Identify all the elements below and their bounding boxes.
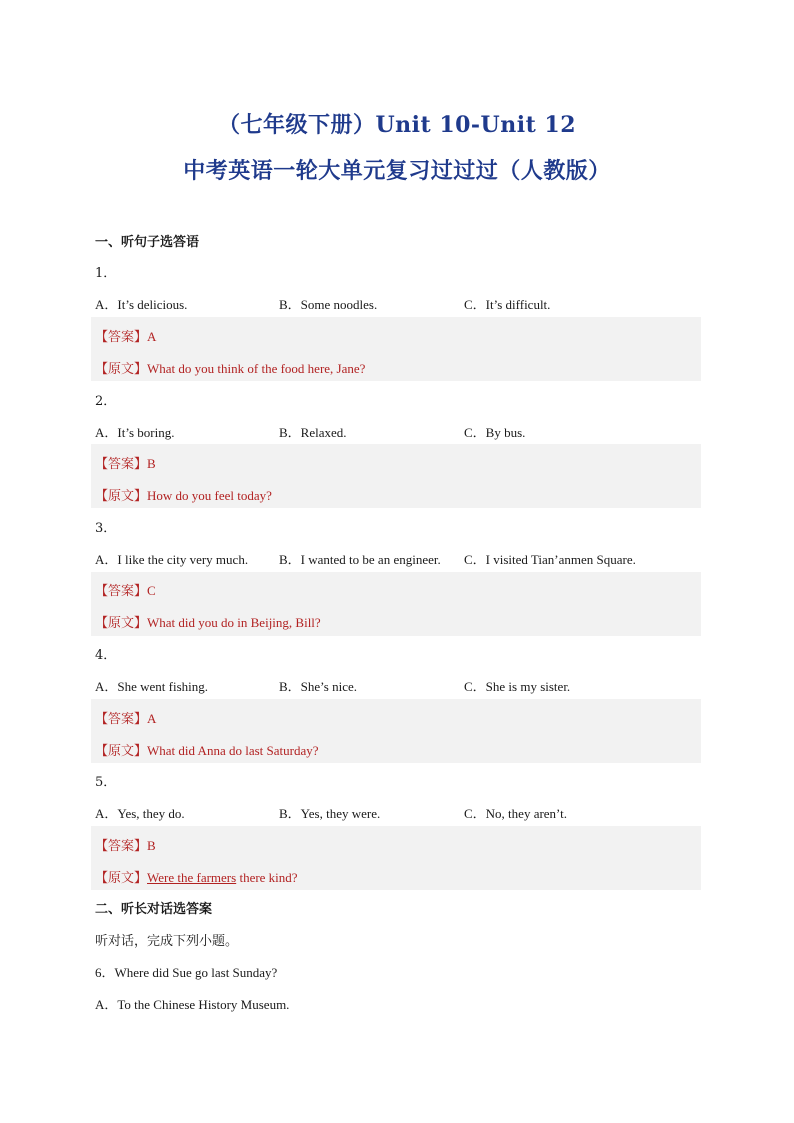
question-4-option-b: B．She’s nice.	[279, 679, 357, 694]
source-text: What do you think of the food here, Jane?	[147, 361, 366, 376]
source-text-rest: there kind?	[236, 870, 298, 885]
question-2-option-b: B．Relaxed.	[279, 425, 347, 440]
answer-tag: 【答案】	[95, 839, 148, 854]
source-tag: 【原文】	[95, 616, 148, 631]
question-3-answer	[95, 580, 156, 599]
question-3-option-b: B．I wanted to be an engineer.	[279, 552, 441, 567]
answer-tag: 【答案】	[95, 712, 148, 727]
question-4-number: 4．	[95, 648, 117, 663]
source-text: What did you do in Beijing, Bill?	[147, 615, 321, 630]
answer-value: B	[147, 456, 156, 471]
question-5-answer	[95, 835, 156, 854]
question-1-answer	[95, 326, 156, 345]
answer-value: A	[147, 329, 157, 344]
question-5-option-c: C．No, they aren’t.	[464, 806, 568, 821]
answer-tag: 【答案】	[95, 457, 148, 472]
question-3-source	[95, 612, 321, 631]
section1-heading: 一、听句子选答语	[95, 235, 200, 250]
question-4-source	[95, 740, 319, 759]
answer-tag: 【答案】	[95, 330, 148, 345]
answer-value: C	[147, 583, 156, 598]
document-title-line2: 中考英语一轮大单元复习过过过（人教版）	[183, 158, 611, 184]
document-title-line1: （七年级下册）Unit 10-Unit 12	[217, 112, 577, 138]
question-5-option-a: A．Yes, they do.	[95, 806, 185, 821]
question-1-option-a: A．It’s delicious.	[95, 297, 188, 312]
source-tag: 【原文】	[95, 871, 148, 886]
question-1-number: 1．	[95, 266, 117, 281]
question-5-option-b: B．Yes, they were.	[279, 806, 381, 821]
question-4-option-a: A．She went fishing.	[95, 679, 209, 694]
question-2-number: 2．	[95, 394, 117, 409]
question-2-option-a: A．It’s boring.	[95, 425, 175, 440]
question-3-option-a: A．I like the city very much.	[95, 552, 249, 567]
question-6-option-a: A．To the Chinese History Museum.	[95, 997, 290, 1012]
question-3-number: 3．	[95, 521, 117, 536]
question-6-text: 6．Where did Sue go last Sunday?	[95, 965, 278, 980]
question-1-option-c: C．It’s difficult.	[464, 297, 551, 312]
question-2-source	[95, 485, 272, 504]
question-2-answer	[95, 453, 156, 472]
source-text: What did Anna do last Saturday?	[147, 743, 319, 758]
question-4-answer	[95, 708, 156, 727]
answer-value: B	[147, 838, 156, 853]
question-4-option-c: C．She is my sister.	[464, 679, 571, 694]
source-text: How do you feel today?	[147, 488, 272, 503]
question-1-source	[95, 358, 365, 377]
question-2-option-c: C．By bus.	[464, 425, 526, 440]
source-tag: 【原文】	[95, 362, 148, 377]
question-5-number: 5．	[95, 775, 117, 790]
source-text-underlined: Were the farmers	[147, 870, 237, 885]
section2-instruction: 听对话，完成下列小题。	[95, 934, 239, 949]
question-5-source	[95, 867, 298, 886]
answer-value: A	[147, 711, 157, 726]
answer-tag: 【答案】	[95, 584, 148, 599]
source-tag: 【原文】	[95, 489, 148, 504]
question-1-option-b: B．Some noodles.	[279, 297, 378, 312]
source-tag: 【原文】	[95, 744, 148, 759]
question-3-option-c: C．I visited Tian’anmen Square.	[464, 552, 636, 567]
section2-heading: 二、听长对话选答案	[95, 902, 213, 917]
